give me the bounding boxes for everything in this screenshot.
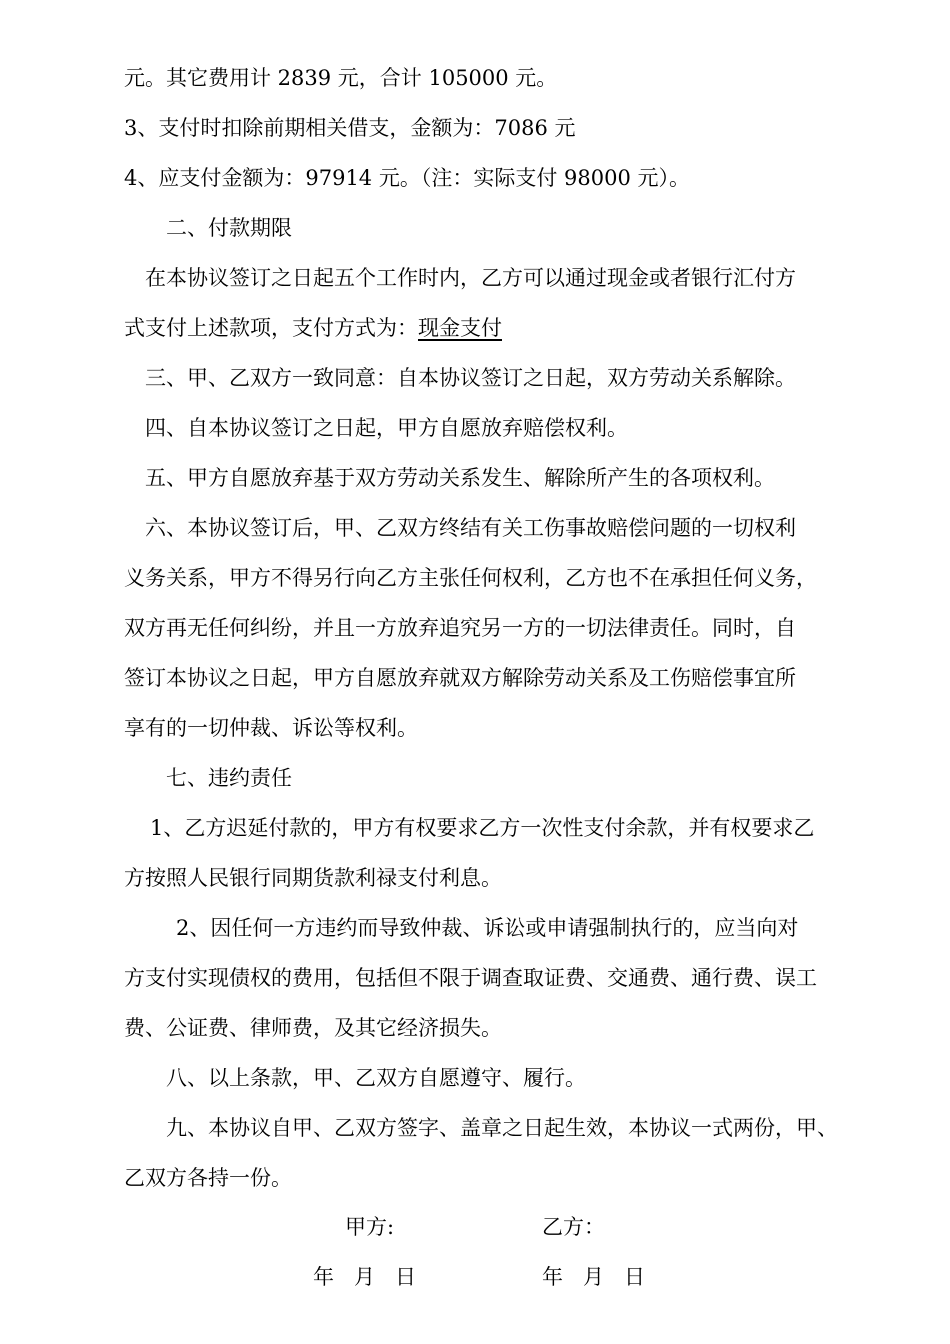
clause-six-line-1: 六、本协议签订后，甲、乙双方终结有关工伤事故赔偿问题的一切权利	[145, 516, 796, 540]
clause-nine-line-2: 乙双方各持一份。	[124, 1166, 292, 1190]
deduction-line: 3、支付时扣除前期相关借支，金额为：7086 元	[124, 116, 576, 140]
breach-item-2-line-3: 费、公证费、律师费，及其它经济损失。	[124, 1016, 502, 1040]
clause-six-line-5: 享有的一切仲裁、诉讼等权利。	[124, 716, 418, 740]
party-a-signature-label: 甲方:	[345, 1215, 395, 1239]
section-heading-breach: 七、违约责任	[166, 766, 292, 790]
payable-amount-line: 4、应支付金额为：97914 元。（注：实际支付 98000 元）。	[124, 166, 690, 190]
fee-total-line: 元。其它费用计 2839 元，合计 105000 元。	[124, 66, 558, 90]
section-heading-payment-term: 二、付款期限	[166, 216, 292, 240]
clause-four: 四、自本协议签订之日起，甲方自愿放弃赔偿权利。	[145, 416, 628, 440]
payment-method-label: 式支付上述款项，支付方式为：	[124, 316, 418, 340]
clause-nine-line-1: 九、本协议自甲、乙双方签字、盖章之日起生效，本协议一式两份，甲、	[166, 1116, 838, 1140]
party-b-date: 年 月 日	[542, 1265, 646, 1289]
payment-method-value: 现金支付	[418, 316, 502, 340]
clause-eight: 八、以上条款，甲、乙双方自愿遵守、履行。	[166, 1066, 586, 1090]
payment-term-line-2	[124, 314, 502, 342]
breach-item-1-line-2: 方按照人民银行同期货款利禄支付利息。	[124, 866, 502, 890]
party-a-date: 年 月 日	[313, 1265, 417, 1289]
clause-three: 三、甲、乙双方一致同意：自本协议签订之日起，双方劳动关系解除。	[145, 366, 796, 390]
clause-six-line-3: 双方再无任何纠纷，并且一方放弃追究另一方的一切法律责任。同时，自	[124, 616, 796, 640]
breach-item-2-line-1: 2、因任何一方违约而导致仲裁、诉讼或申请强制执行的，应当向对	[176, 916, 799, 940]
payment-term-line-1: 在本协议签订之日起五个工作时内，乙方可以通过现金或者银行汇付方	[145, 266, 796, 290]
breach-item-2-line-2: 方支付实现债权的费用，包括但不限于调查取证费、交通费、通行费、误工	[124, 966, 817, 990]
clause-six-line-4: 签订本协议之日起，甲方自愿放弃就双方解除劳动关系及工伤赔偿事宜所	[124, 666, 796, 690]
party-b-signature-label: 乙方：	[542, 1215, 605, 1239]
clause-five: 五、甲方自愿放弃基于双方劳动关系发生、解除所产生的各项权利。	[145, 466, 775, 490]
clause-six-line-2: 义务关系，甲方不得另行向乙方主张任何权利，乙方也不在承担任何义务，	[124, 566, 817, 590]
breach-item-1-line-1: 1、乙方迟延付款的，甲方有权要求乙方一次性支付余款，并有权要求乙	[150, 816, 815, 840]
